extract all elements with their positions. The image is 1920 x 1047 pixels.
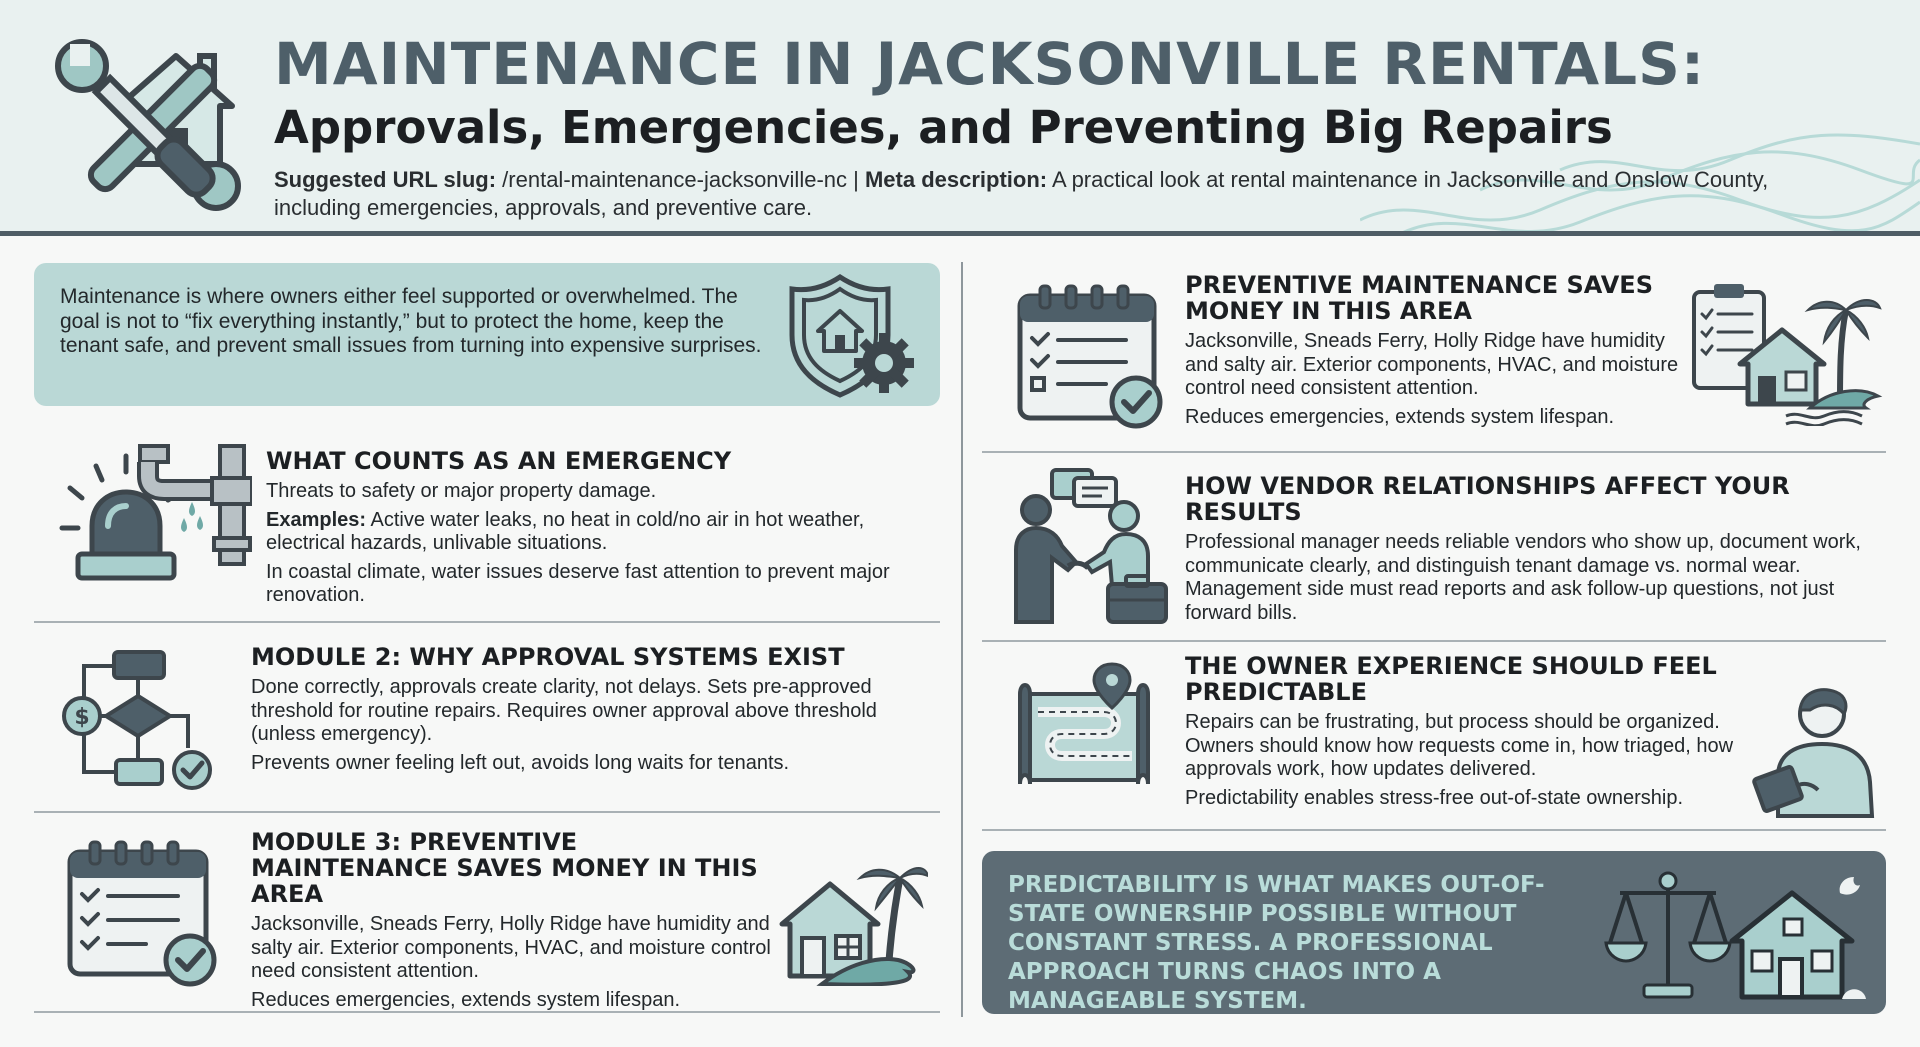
clipboard-house-palm-icon — [1690, 280, 1886, 426]
handshake-people-icon — [1012, 466, 1172, 626]
section-title: THE OWNER EXPERIENCE SHOULD FEEL PREDICTABLE — [1185, 652, 1717, 706]
calendar-checklist-icon — [66, 838, 222, 988]
section-text: Jacksonville, Sneads Ferry, Holly Ridge have humidity and salty air. Exterior components, HVAC, and moisture control need consistent attention. — [1185, 330, 1679, 399]
section-approval — [251, 644, 941, 775]
slug-value: /rental-maintenance-jacksonville-nc | — [496, 167, 865, 192]
section-text: Professional manager needs reliable vendors who show up, document work, communicate clearly, and distinguish tenant damage vs. normal wear. Management side must read reports and ask follow-up questions, not just forward bills. — [1185, 531, 1861, 624]
section-examples — [266, 509, 946, 556]
section-title: PREVENTIVE MAINTENANCE SAVES MONEY IN THIS AREA — [1185, 271, 1653, 325]
scales-house-moon-icon — [1602, 857, 1872, 1007]
section-preventive — [1185, 272, 1685, 429]
column-divider — [961, 262, 963, 1017]
section-module3 — [251, 829, 781, 1012]
section-emergency — [266, 448, 946, 608]
meta-label: Meta description: — [864, 167, 1048, 192]
section-vendor — [1185, 473, 1885, 625]
section-text: In coastal climate, water issues deserve fast attention to prevent major renovation. — [266, 560, 890, 606]
divider — [982, 829, 1886, 831]
roadmap-pin-icon — [1008, 660, 1160, 790]
wrench-house-icon — [54, 36, 244, 216]
section-text: Predictability enables stress-free out-of-state ownership. — [1185, 786, 1684, 809]
section-text: Reduces emergencies, extends system lifespan. — [1185, 405, 1615, 428]
divider — [34, 1011, 940, 1013]
meta-value: A practical look at rental maintenance in Jacksonville and Onslow County, including emergencies, approvals, and preventive care. — [274, 167, 1769, 220]
siren-leaking-pipe-icon — [56, 442, 252, 588]
divider — [982, 640, 1886, 642]
examples-text: Active water leaks, no heat in cold/no air in hot weather, electrical hazards, unlivable situations. — [266, 508, 865, 554]
section-text: Threats to safety or major property damage. — [266, 480, 657, 502]
page-subtitle: Approvals, Emergencies, and Preventing Big Repairs — [274, 101, 1613, 154]
section-title: HOW VENDOR RELATIONSHIPS AFFECT YOUR RESULTS — [1185, 472, 1790, 526]
examples-label: Examples: — [266, 508, 367, 531]
divider — [34, 621, 940, 623]
shield-house-gear-icon — [788, 271, 920, 401]
section-title: WHAT COUNTS AS AN EMERGENCY — [266, 447, 732, 475]
intro-box — [34, 263, 940, 406]
section-title: MODULE 2: WHY APPROVAL SYSTEMS EXIST — [251, 643, 845, 671]
callout-box — [982, 851, 1886, 1014]
divider — [982, 451, 1886, 453]
section-text: Reduces emergencies, extends system lifespan. — [251, 988, 681, 1011]
page-title: MAINTENANCE IN JACKSONVILLE RENTALS: — [274, 30, 1706, 98]
url-meta-line — [274, 166, 1814, 222]
svg-text:$: $ — [74, 705, 90, 730]
flowchart-dollar-check-icon — [58, 646, 218, 792]
header — [0, 0, 1920, 236]
section-text: Done correctly, approvals create clarity, not delays. Sets pre-approved threshold for routine repairs. Requires owner approval above threshold (unless emergency). — [251, 676, 877, 745]
section-text: Jacksonville, Sneads Ferry, Holly Ridge have humidity and salty air. Exterior components, HVAC, and moisture control need consistent attention. — [251, 913, 771, 982]
callout-text: PREDICTABILITY IS WHAT MAKES OUT-OF-STATE OWNERSHIP POSSIBLE WITHOUT CONSTANT STRESS. A PROFESSIONAL APPROACH TURNS CHAOS INTO A MANAGEABLE SYSTEM. — [1008, 872, 1545, 1014]
person-tablet-icon — [1752, 686, 1882, 820]
section-title: MODULE 3: PREVENTIVE MAINTENANCE SAVES MONEY IN THIS AREA — [251, 828, 758, 908]
house-palm-wave-icon — [778, 860, 928, 986]
section-text: Repairs can be frustrating, but process should be organized. Owners should know how requests come in, how triaged, how approvals work, how updates delivered. — [1185, 711, 1734, 780]
section-text: Prevents owner feeling left out, avoids long waits for tenants. — [251, 751, 790, 774]
slug-label: Suggested URL slug: — [274, 167, 497, 192]
calendar-checklist-icon — [1016, 282, 1166, 432]
intro-text: Maintenance is where owners either feel supported or overwhelmed. The goal is not to “fix everything instantly,” but to protect the home, keep the tenant safe, and prevent small issues from turning into expensive surprises. — [60, 285, 762, 357]
divider — [34, 811, 940, 813]
section-owner-experience — [1185, 653, 1765, 810]
